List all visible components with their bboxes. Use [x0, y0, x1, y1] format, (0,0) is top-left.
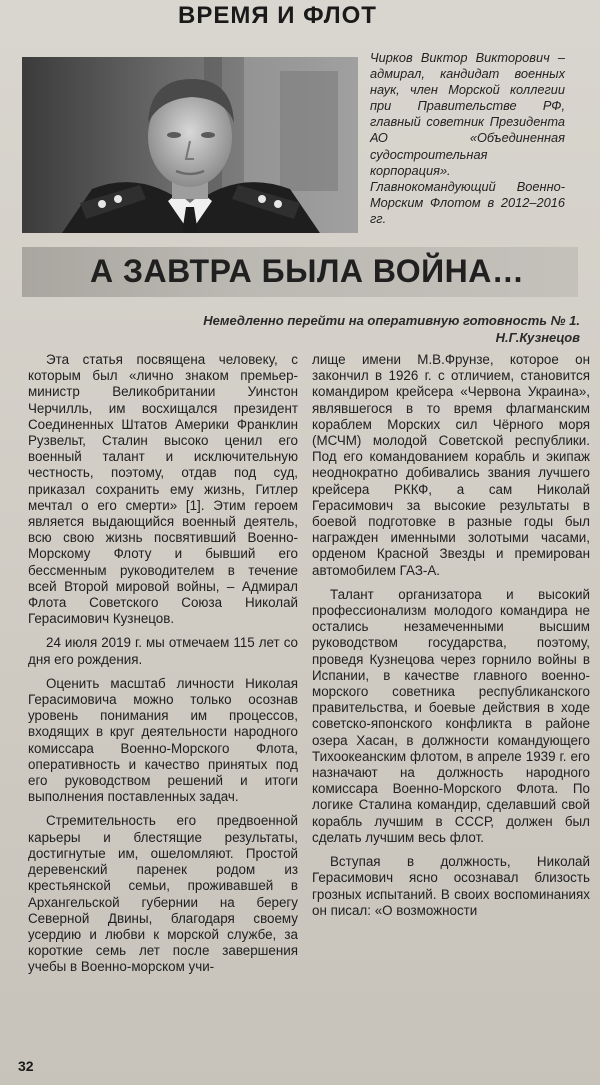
epigraph-author: Н.Г.Кузнецов — [495, 330, 580, 345]
paragraph: Талант организатора и высокий профессионализм молодого командира не остались незамеченными высшим руководством государства, поэтому, проведя Кузнецова через горнило войны в Испании, в качестве главного военно-морского советника республиканского правительства, и боевые действия в ходе советско-японского конфликта в районе озера Хасан, в должности командующего Тихоокеанским флотом, в апреле 1939 г. его назначают на должность народного комиссара Военно-Морского Флота. По логике Сталина командир, сделавший свой корабль лучшим в СССР, должен был сделать лучшим весь флот. — [312, 586, 590, 845]
article-title: А ЗАВТРА БЫЛА ВОЙНА… — [90, 253, 525, 289]
section-header: ВРЕМЯ И ФЛОТ — [178, 2, 377, 29]
paragraph: Стремительность его предвоенной карьеры и блестящие результаты, достигнутые им, ошеломляют. Простой деревенский паренек родом из крестьянской семьи, проживавшей в Архангельской губернии на берегу Северной Двины, благодаря своему усердию и любви к морской службе, за короткие семь лет после завершения учебы в Военно-морском учи- — [28, 813, 298, 975]
article-column-right — [312, 352, 590, 927]
author-bio: Чирков Виктор Викторович – адмирал, кандидат военных наук, член Морской коллегии при Правительстве РФ, главный советник Президента АО «Объединенная судостроительная корпорация». Главнокомандующий Военно-Морским Флотом в 2012–2016 гг. — [370, 50, 565, 226]
paragraph: Оценить масштаб личности Николая Герасимовича можно только осознав уровень понимания им процессов, входящих в круг деятельности народного комиссара Военно-Морского Флота, оперативность и качество принятых под его руководством решений и итоги выполнения поставленных задач. — [28, 675, 298, 805]
paragraph: Эта статья посвящена человеку, с которым был «лично знаком премьер-министр Великобритании Уинстон Черчилль, им восхищался президент Соединенных Штатов Америки Франклин Рузвельт, Сталин высоко ценил его военный талант и исключительную честность, поэтому, отдав под суд, приказал сохранить ему жизнь, Гитлер мечтал о его смерти» [1]. Этим героем является выдающийся военный деятель, всю свою жизнь посвятивший Военно-Морскому Флоту и бывший его бессменным руководителем в течение всей Второй мировой войны, – Адмирал Флота Советского Союза Николай Герасимович Кузнецов. — [28, 352, 298, 627]
portrait-photo — [22, 57, 358, 233]
page-number: 32 — [18, 1058, 34, 1074]
article-column-left — [28, 352, 298, 984]
paragraph: 24 июля 2019 г. мы отмечаем 115 лет со дня его рождения. — [28, 635, 298, 667]
epigraph-text: Немедленно перейти на оперативную готовность № 1. — [203, 313, 580, 328]
portrait-photo-image — [22, 57, 358, 233]
epigraph — [160, 312, 580, 346]
paragraph: лище имени М.В.Фрунзе, которое он закончил в 1926 г. с отличием, становится командиром крейсера «Червона Украина», являвшегося в то время флагманским кораблем Морских сил Чёрного моря (МСЧМ) молодой Советской республики. Под его командованием корабль и экипаж неоднократно добивались звания лучшего крейсера РККФ, а сам Николай Герасимович за высокие результаты в боевой подготовке в разные годы был награжден именными золотыми часами, орденом Красной Звезды и премирован автомобилем ГАЗ-А. — [312, 352, 590, 578]
paragraph: Вступая в должность, Николай Герасимович ясно осознавал близость грозных испытаний. В своих воспоминаниях он писал: «О возможности — [312, 854, 590, 918]
